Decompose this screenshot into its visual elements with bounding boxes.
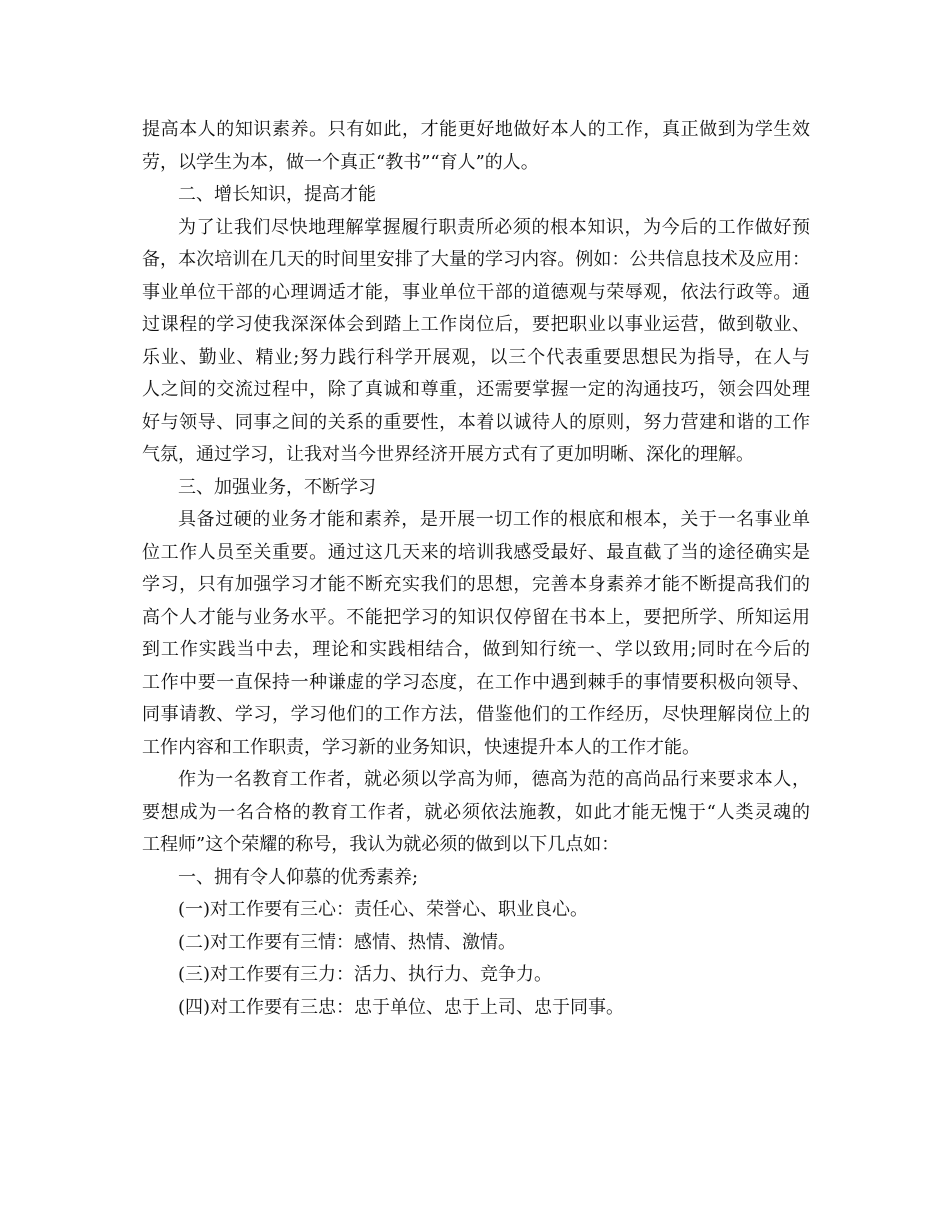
section-heading: 一、拥有令人仰慕的优秀素养;: [178, 866, 419, 888]
paragraph-line: 要想成为一名合格的教育工作者，就必须依法施教，如此才能无愧于“人类灵魂的: [142, 801, 810, 823]
paragraph-line: 位工作人员至关重要。通过这几天来的培训我感受最好、最直截了当的途径确实是: [142, 541, 810, 563]
paragraph-line: 工程师”这个荣耀的称号，我认为就必须的做到以下几点如：: [142, 834, 620, 855]
paragraph-line: 过课程的学习使我深深体会到踏上工作岗位后，要把职业以事业运营，做到敬业、: [142, 314, 810, 335]
paragraph-line: 人之间的交流过程中，除了真诚和尊重，还需要掌握一定的沟通技巧，领会四处理: [142, 379, 810, 400]
paragraph-line: 到工作实践当中去，理论和实践相结合，做到知行统一、学以致用;同时在今后的: [142, 639, 810, 660]
paragraph-line: 具备过硬的业务才能和素养，是开展一切工作的根底和根本，关于一名事业单: [178, 509, 810, 530]
paragraph-line: 气氛，通过学习，让我对当今世界经济开展方式有了更加明晰、深化的理解。: [142, 444, 754, 465]
paragraph-line: 作为一名教育工作者，就必须以学高为师，德高为范的高尚品行来要求本人，: [178, 769, 810, 790]
list-item: (四)对工作要有三忠：忠于单位、忠于上司、忠于同事。: [178, 996, 625, 1018]
section-heading: 二、增长知识，提高才能: [178, 184, 376, 205]
paragraph-line: 高个人才能与业务水平。不能把学习的知识仅停留在书本上，要把所学、所知运用: [142, 606, 810, 628]
paragraph-line: 工作内容和工作职责，学习新的业务知识，快速提升本人的工作才能。: [142, 736, 700, 758]
document-body: [142, 114, 810, 1024]
paragraph-line: 乐业、勤业、精业;努力践行科学开展观，以三个代表重要思想民为指导，在人与: [142, 346, 810, 368]
list-item: (三)对工作要有三力：活力、执行力、竞争力。: [178, 964, 553, 985]
list-item: (二)对工作要有三情：感情、热情、激情。: [178, 931, 517, 953]
paragraph-line: 同事请教、学习，学习他们的工作方法，借鉴他们的工作经历，尽快理解岗位上的: [142, 704, 810, 725]
list-item: (一)对工作要有三心：责任心、荣誉心、职业良心。: [178, 899, 589, 920]
paragraph-line: 学习，只有加强学习才能不断充实我们的思想，完善本身素养才能不断提高我们的: [142, 574, 810, 595]
section-heading: 三、加强业务，不断学习: [178, 476, 376, 498]
paragraph-line: 事业单位干部的心理调适才能，事业单位干部的道德观与荣辱观，依法行政等。通: [142, 281, 810, 303]
paragraph-line: 提高本人的知识素养。只有如此，才能更好地做好本人的工作，真正做到为学生效: [142, 119, 810, 140]
paragraph-line: 好与领导、同事之间的关系的重要性，本着以诚待人的原则，努力营建和谐的工作: [142, 411, 810, 433]
paragraph-line: 为了让我们尽快地理解掌握履行职责所必须的根本知识，为今后的工作做好预: [178, 216, 810, 238]
paragraph-line: 工作中要一直保持一种谦虚的学习态度，在工作中遇到棘手的事情要积极向领导、: [142, 671, 810, 693]
paragraph-line: 备，本次培训在几天的时间里安排了大量的学习内容。例如：公共信息技术及应用：: [142, 249, 810, 270]
paragraph-line: 劳，以学生为本，做一个真正“教书”“育人”的人。: [142, 151, 539, 173]
